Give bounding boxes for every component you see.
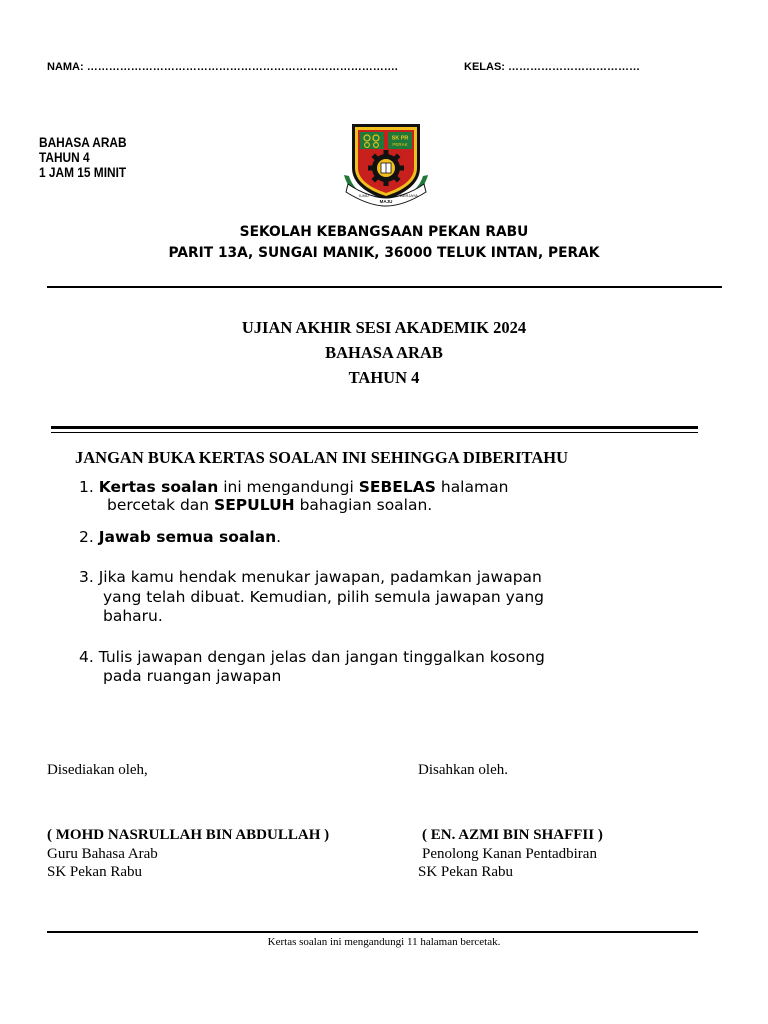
- name-field-label: NAMA: ………………………………………………………………………….: [47, 61, 398, 73]
- instruction-item-1-line-2: bercetak dan SEPULUH bahagian soalan.: [107, 496, 433, 514]
- school-crest-icon: [338, 120, 434, 210]
- instruction-1-bold-a: Kertas soalan: [98, 478, 219, 496]
- crest-cog: [368, 150, 404, 186]
- footer-divider: [47, 931, 698, 933]
- instruction-item-1: 1. Kertas soalan ini mengandungi SEBELAS halaman: [79, 478, 509, 496]
- instruction-1-bold-b: SEBELAS: [358, 478, 436, 496]
- subject-name: BAHASA ARAB: [39, 135, 127, 150]
- instruction-1-number: 1.: [79, 478, 94, 496]
- preparer-name: ( MOHD NASRULLAH BIN ABDULLAH ): [47, 827, 330, 843]
- approver-org: SK Pekan Rabu: [418, 864, 513, 880]
- subject-year: TAHUN 4: [39, 150, 90, 165]
- crest-text-1: SK PR: [391, 135, 409, 142]
- approver-name: ( EN. AZMI BIN SHAFFII ): [422, 827, 603, 843]
- instruction-item-2: 2. Jawab semua soalan.: [79, 528, 282, 546]
- subject-block: [39, 135, 127, 180]
- school-address: PARIT 13A, SUNGAI MANIK, 36000 TELUK INTAN, PERAK: [168, 245, 600, 261]
- exam-title: UJIAN AKHIR SESI AKADEMIK 2024: [241, 318, 527, 337]
- preparer-org: SK Pekan Rabu: [47, 864, 142, 880]
- instruction-item-4-line-2: pada ruangan jawapan: [103, 667, 282, 685]
- preparer-role: Guru Bahasa Arab: [47, 846, 158, 862]
- instructions-heading: JANGAN BUKA KERTAS SOALAN INI SEHINGGA DIBERITAHU: [75, 448, 568, 467]
- approver-role: Penolong Kanan Pentadbiran: [422, 846, 597, 862]
- exam-subject: BAHASA ARAB: [325, 343, 443, 362]
- header-divider: [47, 286, 722, 288]
- exam-year: TAHUN 4: [348, 368, 420, 387]
- instruction-item-3-line-2: yang telah dibuat. Kemudian, pilih semula jawapan yang: [103, 588, 545, 606]
- instruction-4-number: 4.: [79, 648, 94, 666]
- crest-ribbon-left-text: ILMU: [359, 193, 369, 198]
- instruction-item-3: 3. Jika kamu hendak menukar jawapan, padamkan jawapan: [79, 568, 542, 586]
- crest-text-2: PERAK: [392, 142, 408, 147]
- instruction-2-number: 2.: [79, 528, 94, 546]
- double-rule-top: [51, 426, 698, 429]
- school-name: SEKOLAH KEBANGSAAN PEKAN RABU: [239, 224, 529, 240]
- class-field-label: KELAS: ………………………………: [464, 61, 640, 73]
- crest-ribbon-center-text: MAJU: [379, 199, 393, 204]
- footer-note: Kertas soalan ini mengandungi 11 halaman bercetak.: [267, 936, 501, 948]
- instruction-3-number: 3.: [79, 568, 94, 586]
- instruction-item-4: 4. Tulis jawapan dengan jelas dan jangan tinggalkan kosong: [79, 648, 545, 666]
- instruction-item-3-line-3: baharu.: [103, 607, 163, 625]
- prepared-by-label: Disediakan oleh,: [47, 762, 148, 778]
- crest-ribbon-right-text: BERJAYA: [400, 193, 418, 198]
- subject-duration: 1 JAM 15 MINIT: [39, 165, 127, 180]
- double-rule-bottom: [51, 432, 698, 433]
- approved-by-label: Disahkan oleh.: [418, 762, 508, 778]
- crest-panel-left: [360, 132, 384, 149]
- instruction-1-bold-c: SEPULUH: [214, 496, 295, 514]
- instruction-2-bold: Jawab semua soalan: [98, 528, 277, 546]
